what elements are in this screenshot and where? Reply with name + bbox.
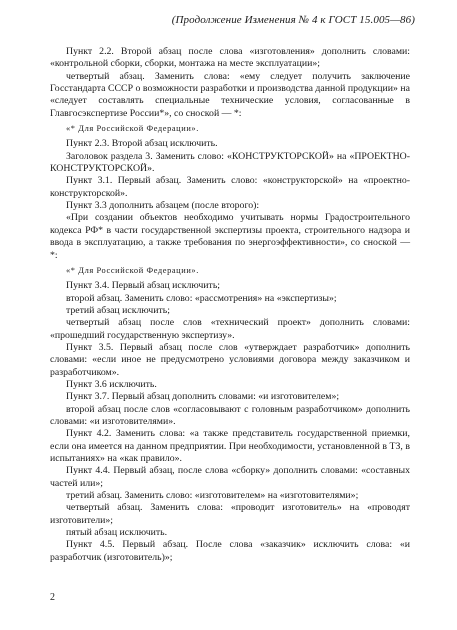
paragraph: Пункт 3.4. Первый абзац исключить; — [66, 280, 221, 292]
paragraph: Пункт 2.3. Второй абзац исключить. — [66, 138, 218, 150]
paragraph: третий абзац исключить; — [66, 304, 170, 316]
paragraph: Пункт 4.4. Первый абзац, после слова «сборку» дополнить словами: «составных частей или»; — [50, 465, 410, 489]
paragraph: Пункт 4.2. Заменить слова: «а также представитель государственной приемки, если она имеется на данном предприятии. При необходимости, установленной в ТЗ, в испытаниях» на «как правило». — [50, 428, 410, 464]
paragraph: четвертый абзац. Заменить слова: «ему следует получить заключение Госстандарта СССР о возможности разработки и производства данной продукции» на «следует составлять специальные технические условия, согласованные в Главгосэкспертизе России*», со сноской — *: — [50, 70, 410, 119]
footnote: «* Для Российской Федерации». — [66, 265, 199, 275]
paragraph: Пункт 3.6 исключить. — [66, 378, 157, 390]
paragraph: четвертый абзац после слов «технический проект» дополнить словами: «прошедший государственную экспертизу». — [50, 317, 410, 341]
footnote: «* Для Российской Федерации». — [66, 124, 199, 134]
paragraph: Пункт 3.5. Первый абзац после слов «утверждает разработчик» дополнить словами: «если иное не предусмотрено условиями договора между заказчиком и разработчиком». — [50, 341, 410, 378]
paragraph: третий абзац. Заменить слово: «изготовителем» на «изготовителями»; — [66, 490, 359, 502]
paragraph: четвертый абзац. Заменить слова: «проводит изготовитель» на «проводят изготовители»; — [50, 502, 410, 526]
page-number: 2 — [50, 592, 55, 603]
paragraph: Пункт 3.1. Первый абзац. Заменить слово: «конструкторской» на «проектно-конструкторской». — [50, 175, 410, 199]
paragraph: пятый абзац исключить. — [66, 527, 168, 539]
paragraph: Пункт 2.2. Второй абзац после слова «изготовления» дополнить словами: «контрольной сборки, сборки, монтажа на месте эксплуатации»; — [50, 46, 410, 70]
paragraph: «При создании объектов необходимо учитывать нормы Градостроительного кодекса РФ* в части государственной экспертизы проекта, строительного надзора и ввода в эксплуатацию, а также требования по энергоэффективности», со сноской — *: — [50, 212, 410, 261]
running-header: (Продолжение Изменения № 4 к ГОСТ 15.005—86) — [171, 14, 415, 26]
paragraph: Пункт 3.7. Первый абзац дополнить словами: «и изготовителем»; — [66, 391, 340, 403]
paragraph: Пункт 3.3 дополнить абзацем (после второго): — [66, 200, 260, 212]
document-body — [50, 46, 410, 564]
paragraph: Пункт 4.5. Первый абзац. После слова «заказчик» исключить слова: «и разработчик (изготовитель)»; — [50, 539, 410, 563]
paragraph: второй абзац после слов «согласовывают с головным разработчиком» дополнить словами: «и изготовителями». — [50, 403, 410, 427]
paragraph: второй абзац. Заменить слово: «рассмотрения» на «экспертизы»; — [66, 292, 337, 304]
paragraph: Заголовок раздела 3. Заменить слово: «КОНСТРУКТОРСКОЙ» на «ПРОЕКТНО-КОНСТРУКТОРСКОЙ». — [50, 150, 410, 175]
